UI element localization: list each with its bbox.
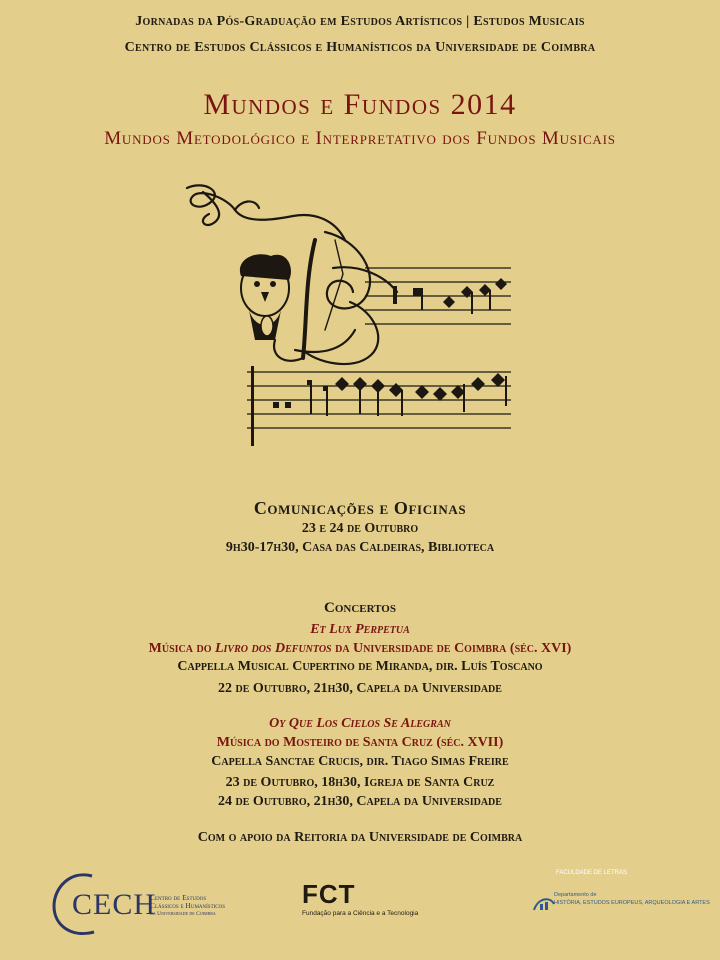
communications-dates: 23 e 24 de Outubro [301,521,419,536]
fct-mark: FCT [302,879,356,909]
cech-caption-line-1: Centro de Estudos [150,893,207,902]
music-manuscript-illustration [175,180,520,455]
concert-1-program-pre: Música do [148,641,215,656]
concert-1-program-post: da Universidade de Coimbra (séc. XVI) [331,641,572,656]
concert-2-program: Música do Mosteiro de Santa Cruz (séc. XVII) [216,735,504,750]
concert-2-performers: Capella Sanctae Crucis, dir. Tiago Simas Freire [211,754,509,769]
grotesque-face [240,254,291,340]
header-line-2: Centro de Estudos Clássicos e Humanísticos da Universidade de Coimbra [124,40,596,55]
fl-logo [530,870,710,920]
event-title: Mundos e Fundos 2014 [203,88,517,121]
fl-line-3: HISTÓRIA, ESTUDOS EUROPEUS, ARQUEOLOGIA E ARTES [554,900,710,906]
cech-caption-line-3: da Universidade de Coimbra [150,911,216,917]
concert-1-performers: Cappella Musical Cupertino de Miranda, dir. Luís Toscano [177,659,543,674]
concert-2-title: Oy Que Los Cielos Se Alegran [269,716,451,731]
cech-mark: CECH [72,888,157,921]
communications-details: 9h30-17h30, Casa das Caldeiras, Biblioteca [225,540,495,555]
cech-caption [150,894,225,918]
fct-caption: Fundação para a Ciência e a Tecnologia [302,910,419,917]
concert-1-program-book: Livro dos Defuntos [214,641,332,656]
fct-logo [302,880,442,926]
fl-line-1: FACULDADE DE LETRAS [556,870,628,876]
communications-heading: Comunicações e Oficinas [253,498,467,518]
concerts-heading: Concertos [324,600,396,616]
lower-notes [251,366,507,446]
header-line-1: Jornadas da Pós-Graduação em Estudos Artísticos | Estudos Musicais [135,14,585,29]
fl-emblem-icon [532,890,556,914]
concert-1-title: Et Lux Perpetua [310,622,410,637]
cech-caption-line-2: Clássicos e Humanísticos [150,901,226,910]
event-subtitle: Mundos Metodológico e Interpretativo dos Fundos Musicais [104,128,616,149]
fl-line-2: Departamento de [554,892,597,898]
support-line: Com o apoio da Reitoria da Universidade de Coimbra [197,830,523,845]
concert-1-date: 22 de Outubro, 21h30, Capela da Universidade [218,681,502,696]
concert-1-program [0,641,720,657]
concert-2-date-1: 23 de Outubro, 18h30, Igreja de Santa Cruz [225,775,495,790]
cech-logo [50,868,250,940]
concert-2-date-2: 24 de Outubro, 21h30, Capela da Universidade [218,794,502,809]
